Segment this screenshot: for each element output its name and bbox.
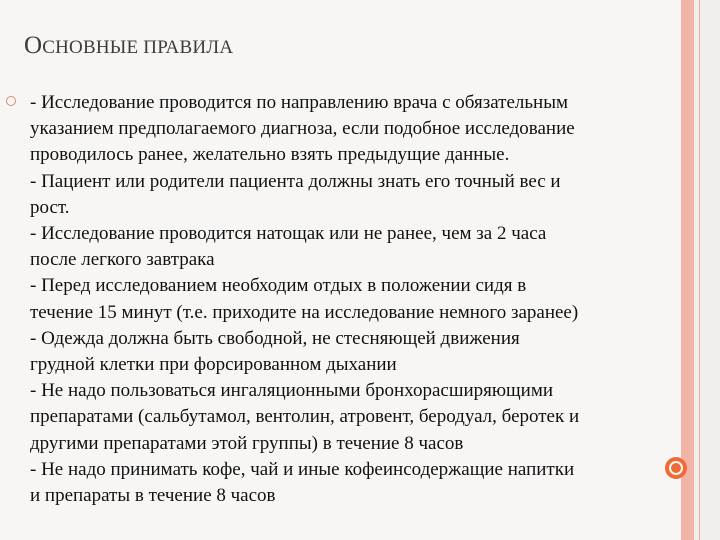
rules-line: - Пациент или родители пациента должны знать его точный вес и	[30, 170, 561, 192]
rules-line: - Перед исследованием необходим отдых в положении сидя в	[30, 275, 527, 297]
rules-line: указанием предполагаемого диагноза, если подобное исследование	[30, 118, 575, 140]
rules-line: - Не надо пользоваться ингаляционными бронхорасширяющими	[30, 380, 554, 402]
slide-nav-circle-icon[interactable]	[665, 457, 687, 479]
rules-line: препаратами (сальбутамол, вентолин, атровент, беродуал, беротек и	[30, 406, 580, 428]
rules-line: после легкого завтрака	[30, 249, 215, 271]
rules-line: грудной клетки при форсированном дыхании	[30, 354, 397, 376]
rules-line: и препараты в течение 8 часов	[30, 485, 276, 507]
rules-line: проводилось ранее, желательно взять предыдущие данные.	[30, 144, 510, 166]
rules-line: рост.	[30, 196, 70, 218]
slide-title-rest: СНОВНЫЕ ПРАВИЛА	[42, 37, 234, 58]
decorative-right-line	[699, 0, 700, 540]
rules-line: - Одежда должна быть свободной, не стесняющей движения	[30, 327, 520, 349]
rules-line: - Исследование проводится по направлению врача с обязательным	[30, 92, 568, 113]
rules-line: - Исследование проводится натощак или не ранее, чем за 2 часа	[30, 223, 547, 245]
rules-line: - Не надо принимать кофе, чай и иные кофеинсодержащие напитки	[30, 458, 575, 480]
rules-line: течение 15 минут (т.е. приходите на исследование немного заранее)	[30, 301, 579, 323]
rules-line: другими препаратами этой группы) в течение 8 часов	[30, 432, 464, 454]
slide-title	[24, 32, 233, 60]
rules-text	[30, 90, 682, 509]
hollow-circle-bullet-icon	[6, 96, 16, 106]
slide-title-initial: О	[24, 32, 43, 59]
